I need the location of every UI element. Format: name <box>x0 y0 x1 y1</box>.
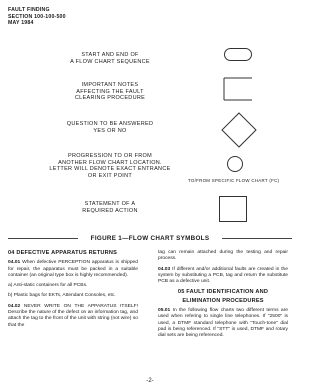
process-symbol-icon <box>219 196 247 222</box>
process-symbol-label <box>40 201 180 214</box>
terminal-symbol-label <box>40 52 180 65</box>
paragraph-04-01 <box>8 260 138 279</box>
note-symbol-label <box>40 82 180 102</box>
paragraph-number: 05.01 <box>158 308 171 314</box>
terminal-symbol-icon <box>224 48 252 61</box>
list-item-b: b) Plastic bags for EKTs, Attendant Consoles, etc. <box>8 293 116 299</box>
header-section: SECTION 100-100-500 <box>8 13 66 20</box>
terminal-label-line1: START AND END OF <box>81 52 139 58</box>
process-label-line1: STATEMENT OF A <box>84 201 136 207</box>
paragraph-text: If different and/or additional faults are created in the system by substituting a PCB, tag and return the substitute PCB as a defective unit. <box>158 266 288 285</box>
paragraph-05-01 <box>158 308 288 339</box>
note-label-line3: CLEARING PROCEDURE <box>74 95 146 102</box>
decision-symbol-icon <box>220 111 258 149</box>
caption-rule-right <box>222 238 292 239</box>
terminal-label-line2: A FLOW CHART SEQUENCE <box>70 58 150 65</box>
section-05-title-line2: ELIMINATION PROCEDURES <box>182 297 264 304</box>
note-symbol-icon <box>222 76 254 102</box>
page-header <box>8 7 66 27</box>
connector-symbol-icon <box>226 155 244 173</box>
paragraph-number: 04.02 <box>8 303 21 309</box>
connector-label-line4: OR EXIT POINT <box>87 172 133 179</box>
paragraph-04-02 <box>8 304 138 329</box>
connector-label-line3: LETTER WILL DENOTE EXACT ENTRANCE <box>49 166 171 173</box>
connector-symbol-label <box>20 153 200 179</box>
paragraph-text: In the following flow charts two different terms are used when refering to single line telephones. If "2500" is used, a DTMF standard telephone with "Touch-tone" dial pad is being referenced. If "STT" is used, DTMF and rotary dial sets are being referenced. <box>158 308 288 339</box>
figure-caption: FIGURE 1—FLOW CHART SYMBOLS <box>90 235 210 242</box>
decision-label-line1: QUESTION TO BE ANSWERED <box>66 121 154 127</box>
note-label-line2: AFFECTING THE FAULT <box>76 88 144 95</box>
section-05-title-line1: 05 FAULT IDENTIFICATION AND <box>177 289 269 296</box>
connector-label-line1: PROGRESSION TO OR FROM <box>67 153 153 159</box>
section-04-title: 04 DEFECTIVE APPARATUS RETURNS <box>8 250 118 256</box>
page-number: -2- <box>146 378 154 384</box>
decision-symbol-label <box>40 121 180 134</box>
paragraph-number: 04.01 <box>8 260 21 266</box>
paragraph-number: 04.03 <box>158 266 171 272</box>
list-item-a: a) Anti-static containers for all PCBs. <box>8 283 88 289</box>
connector-label-line2: ANOTHER FLOW CHART LOCATION. <box>58 159 162 166</box>
note-label-line1: IMPORTANT NOTES <box>81 82 139 88</box>
paragraph-continued: tag can remain attached during the testing and repair process. <box>158 250 288 262</box>
paragraph-text: NEVER WRITE ON THE APPARATUS ITSELF! Describe the nature of the defect on an information tag, and attach the tag to the front of the unit with string (not wire) so that the <box>8 303 138 328</box>
connector-side-note: TO/FROM SPECIFIC FLOW CHART (FC) <box>188 178 280 183</box>
header-title: FAULT FINDING <box>8 7 50 13</box>
decision-label-line2: YES OR NO <box>93 127 127 134</box>
paragraph-04-03 <box>158 267 288 286</box>
header-date: MAY 1984 <box>8 20 34 27</box>
left-column <box>8 250 138 333</box>
paragraph-text: When defective PERCEPTION apparatus is shipped for repair, the apparatus must be packed in a suitable container (an original type box is highly recommended). <box>8 260 138 278</box>
right-column <box>158 250 288 344</box>
process-label-line2: REQUIRED ACTION <box>82 207 138 214</box>
